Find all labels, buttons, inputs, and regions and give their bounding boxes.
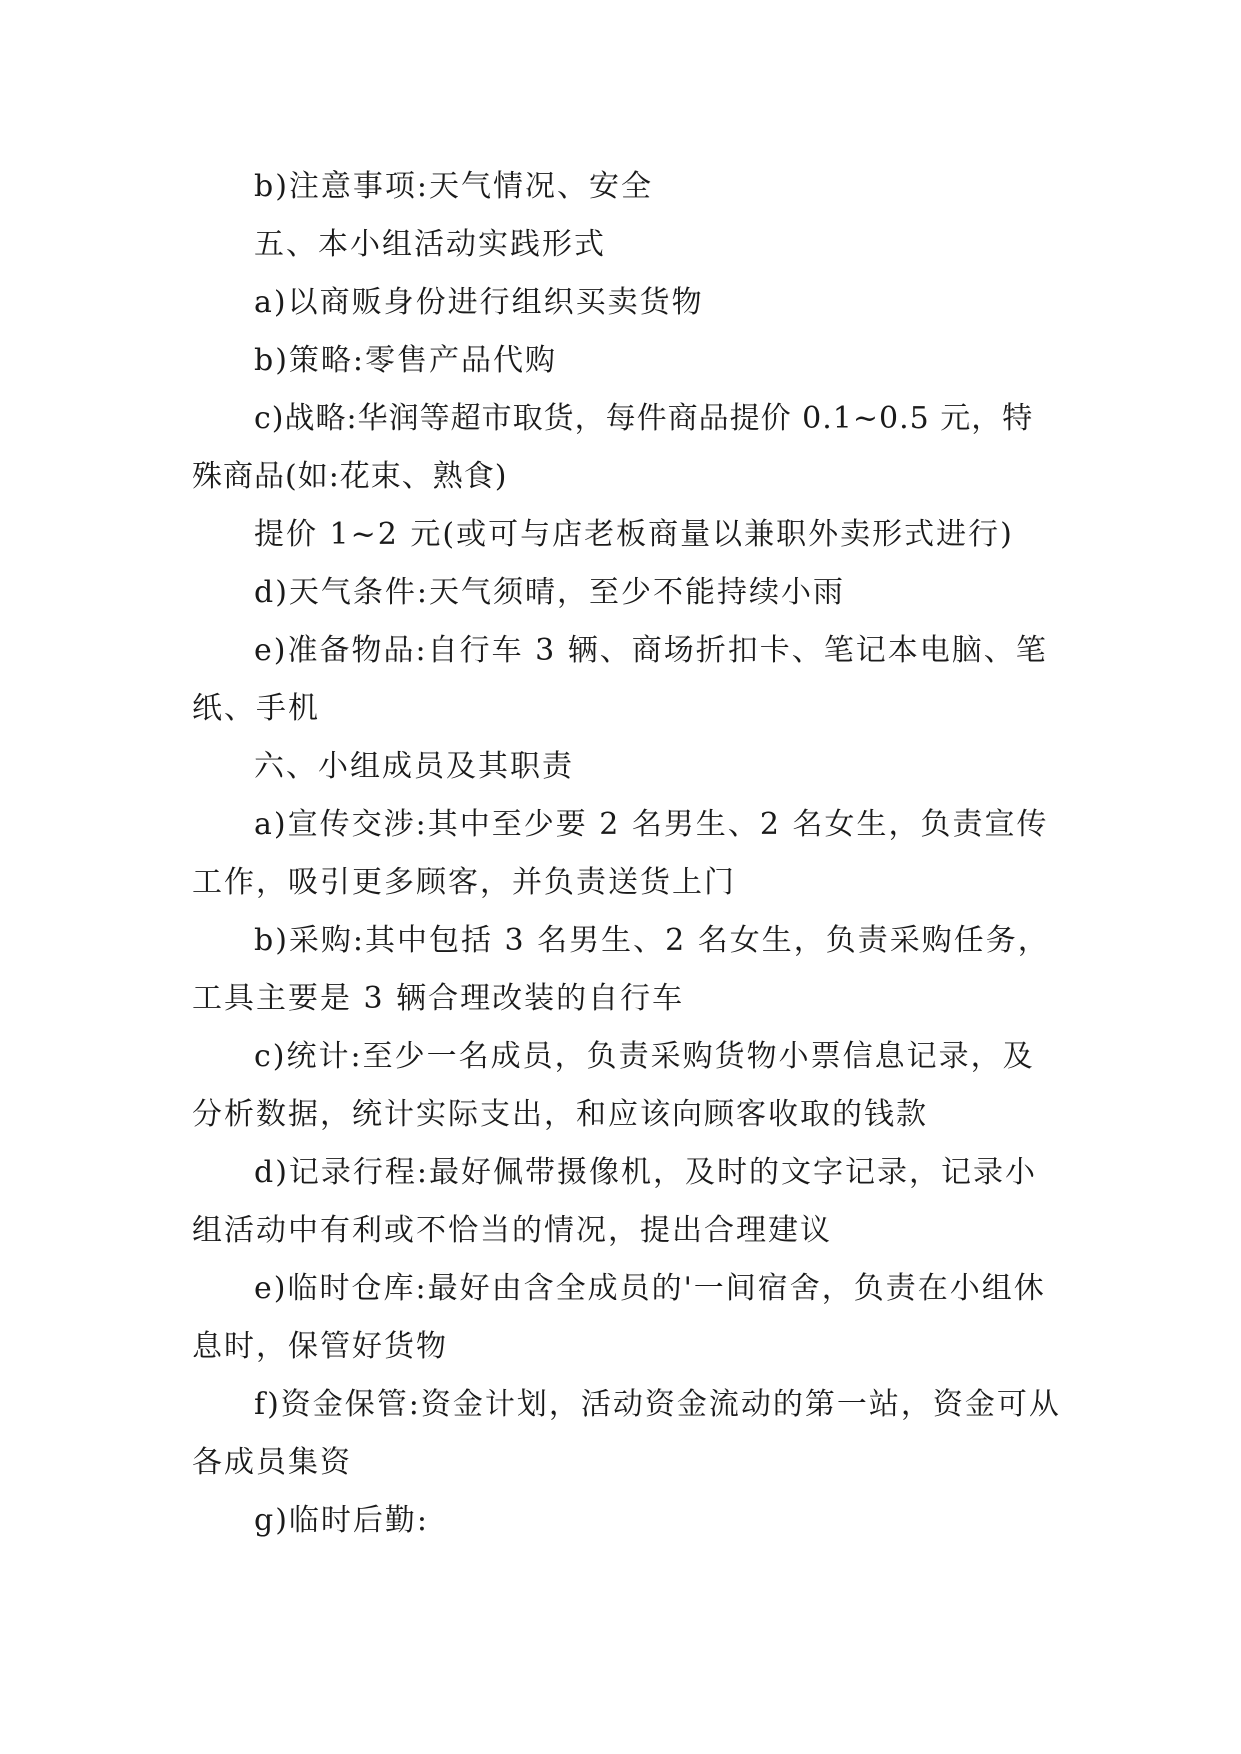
section-heading: 五、本小组活动实践形式 (254, 227, 606, 262)
paragraph: b)注意事项:天气情况、安全 (254, 169, 654, 204)
paragraph: b)采购:其中包括 3 名男生、2 名女生，负责采购任务，工具主要是 3 辆合理改装的自行车 (192, 923, 1050, 1016)
paragraph: e)临时仓库:最好由含全成员的'一间宿舍，负责在小组休息时，保管好货物 (192, 1271, 1046, 1364)
paragraph: d)天气条件:天气须晴，至少不能持续小雨 (254, 575, 846, 610)
section-heading: 六、小组成员及其职责 (254, 749, 574, 784)
paragraph: b)策略:零售产品代购 (254, 343, 558, 378)
paragraph: 提价 1~2 元(或可与店老板商量以兼职外卖形式进行) (254, 517, 1014, 552)
paragraph: d)记录行程:最好佩带摄像机，及时的文字记录，记录小组活动中有利或不恰当的情况，提出合理建议 (192, 1155, 1038, 1248)
paragraph: c)战略:华润等超市取货，每件商品提价 0.1~0.5 元，特殊商品(如:花束、熟食) (192, 401, 1034, 494)
paragraph: a)宣传交涉:其中至少要 2 名男生、2 名女生，负责宣传工作，吸引更多顾客，并负责送货上门 (192, 807, 1049, 900)
paragraph: f)资金保管:资金计划，活动资金流动的第一站，资金可从各成员集资 (192, 1387, 1061, 1480)
document-body (192, 158, 1062, 1550)
paragraph: a)以商贩身份进行组织买卖货物 (254, 285, 704, 320)
paragraph: e)准备物品:自行车 3 辆、商场折扣卡、笔记本电脑、笔纸、手机 (192, 633, 1048, 726)
paragraph: c)统计:至少一名成员，负责采购货物小票信息记录，及分析数据，统计实际支出，和应该向顾客收取的钱款 (192, 1039, 1035, 1132)
paragraph: g)临时后勤: (254, 1503, 430, 1538)
